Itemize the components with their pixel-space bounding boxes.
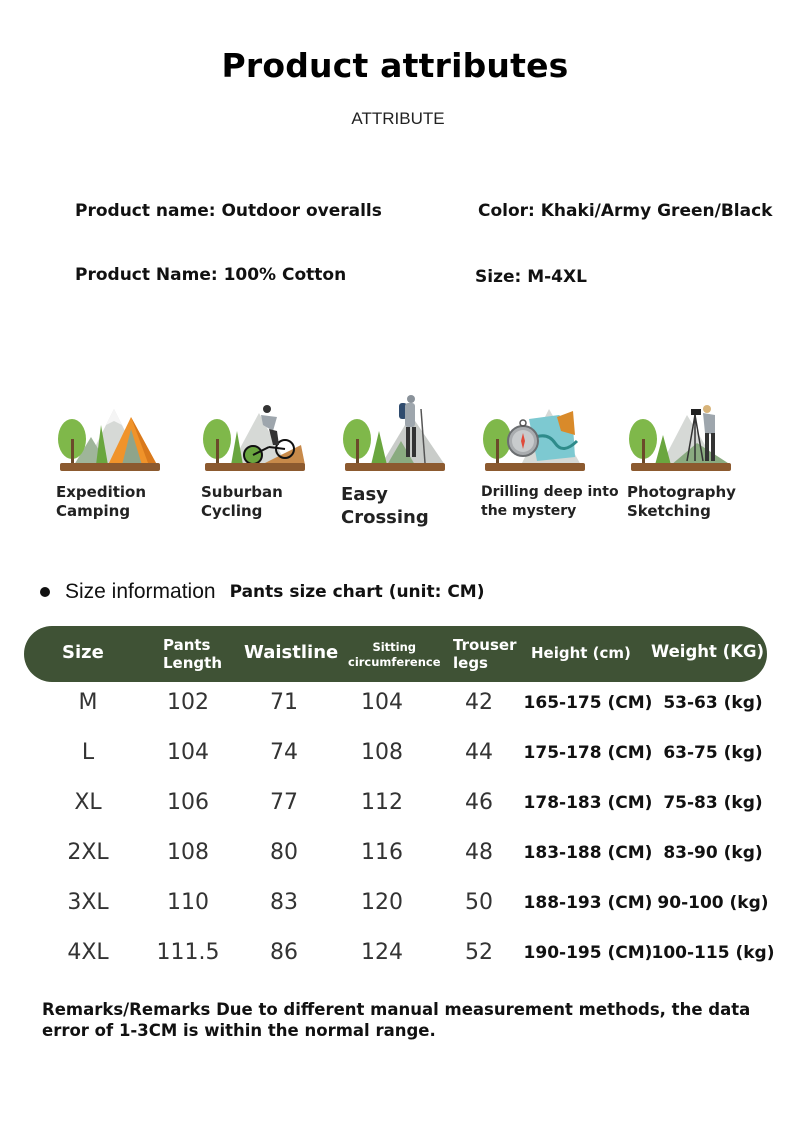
cell-pants-length: 110 <box>167 890 209 915</box>
cell-trouser-legs: 50 <box>465 890 493 915</box>
column-header-line: legs <box>453 654 488 672</box>
activity-item <box>56 395 196 521</box>
column-header-pants-length <box>163 636 222 672</box>
attribute-size: Size: M-4XL <box>475 267 587 287</box>
activity-item <box>627 395 767 521</box>
photography-icon <box>627 395 735 475</box>
activity-list <box>0 395 790 535</box>
column-header-line: Pants <box>163 636 211 654</box>
cell-trouser-legs: 46 <box>465 790 493 815</box>
remarks-note: Remarks/Remarks Due to different manual measurement methods, the data error of 1-3CM is within the normal range. <box>42 1000 751 1040</box>
activity-label-line1: Suburban <box>201 483 283 501</box>
bullet-icon <box>40 587 50 597</box>
cell-sitting-circumference: 104 <box>361 690 403 715</box>
cell-waistline: 80 <box>270 840 298 865</box>
cell-height: 188-193 (CM) <box>523 893 653 913</box>
cell-trouser-legs: 48 <box>465 840 493 865</box>
cell-weight: 63-75 (kg) <box>663 743 763 763</box>
column-header-line: circumference <box>348 655 441 669</box>
cell-waistline: 86 <box>270 940 298 965</box>
column-header-weight: Weight (KG) <box>651 642 765 661</box>
cell-pants-length: 111.5 <box>156 940 220 965</box>
cell-height: 165-175 (CM) <box>523 693 653 713</box>
size-chart-title: Pants size chart (unit: CM) <box>229 582 485 602</box>
cell-waistline: 74 <box>270 740 298 765</box>
activity-label-line1: Photography <box>627 483 736 501</box>
cell-size: XL <box>74 790 102 815</box>
cell-height: 190-195 (CM) <box>523 943 653 963</box>
size-section-heading <box>40 580 485 604</box>
cell-weight: 53-63 (kg) <box>663 693 763 713</box>
attribute-product-name: Product name: Outdoor overalls <box>75 201 382 221</box>
cell-sitting-circumference: 124 <box>361 940 403 965</box>
cell-pants-length: 102 <box>167 690 209 715</box>
size-info-label: Size information <box>65 580 216 603</box>
column-header-line: Length <box>163 654 222 672</box>
activity-label-line2: Sketching <box>627 502 711 520</box>
page-title: Product attributes <box>221 46 569 85</box>
camping-tent-icon <box>56 395 164 475</box>
cell-size: 4XL <box>67 940 109 965</box>
cell-pants-length: 106 <box>167 790 209 815</box>
attribute-material: Product Name: 100% Cotton <box>75 265 347 285</box>
size-table-header <box>24 626 767 682</box>
cell-sitting-circumference: 112 <box>361 790 403 815</box>
cell-sitting-circumference: 120 <box>361 890 403 915</box>
table-row <box>0 940 790 980</box>
hiking-icon <box>341 395 449 475</box>
cell-size: 2XL <box>67 840 109 865</box>
compass-map-icon <box>481 395 589 475</box>
cell-height: 175-178 (CM) <box>523 743 653 763</box>
cell-height: 183-188 (CM) <box>523 843 653 863</box>
column-header-line: Sitting <box>372 640 417 654</box>
cell-pants-length: 104 <box>167 740 209 765</box>
cell-weight: 83-90 (kg) <box>663 843 763 863</box>
cell-weight: 100-115 (kg) <box>651 943 775 963</box>
cell-size: M <box>78 690 98 715</box>
table-row <box>0 840 790 880</box>
table-row <box>0 790 790 830</box>
cell-weight: 75-83 (kg) <box>663 793 763 813</box>
activity-label-line2: Crossing <box>341 507 429 528</box>
activity-item <box>341 395 481 529</box>
cell-trouser-legs: 44 <box>465 740 493 765</box>
table-row <box>0 690 790 730</box>
activity-item <box>201 395 341 521</box>
table-row <box>0 890 790 930</box>
column-header-sitting-circumference <box>348 640 441 670</box>
cell-size: L <box>81 740 95 765</box>
cycling-icon <box>201 395 309 475</box>
cell-waistline: 83 <box>270 890 298 915</box>
column-header-trouser-legs <box>453 636 516 672</box>
cell-weight: 90-100 (kg) <box>657 893 769 913</box>
cell-waistline: 77 <box>270 790 298 815</box>
activity-label-line1: Easy <box>341 484 388 505</box>
cell-size: 3XL <box>67 890 109 915</box>
cell-pants-length: 108 <box>167 840 209 865</box>
column-header-line: Trouser <box>453 636 517 654</box>
cell-trouser-legs: 52 <box>465 940 493 965</box>
column-header-size: Size <box>62 642 104 663</box>
cell-trouser-legs: 42 <box>465 690 493 715</box>
column-header-height: Height (cm) <box>531 644 631 662</box>
activity-item <box>481 395 621 521</box>
cell-height: 178-183 (CM) <box>523 793 653 813</box>
cell-sitting-circumference: 116 <box>361 840 403 865</box>
activity-label-line2: the mystery <box>481 503 577 519</box>
column-header-waistline: Waistline <box>244 642 339 663</box>
cell-waistline: 71 <box>270 690 298 715</box>
table-row <box>0 740 790 780</box>
activity-label-line2: Cycling <box>201 502 263 520</box>
attribute-color: Color: Khaki/Army Green/Black <box>478 201 773 221</box>
activity-label-line2: Camping <box>56 502 131 520</box>
cell-sitting-circumference: 108 <box>361 740 403 765</box>
activity-label-line1: Drilling deep into <box>481 484 619 500</box>
activity-label-line1: Expedition <box>56 483 147 501</box>
page-subtitle: ATTRIBUTE <box>351 109 445 128</box>
